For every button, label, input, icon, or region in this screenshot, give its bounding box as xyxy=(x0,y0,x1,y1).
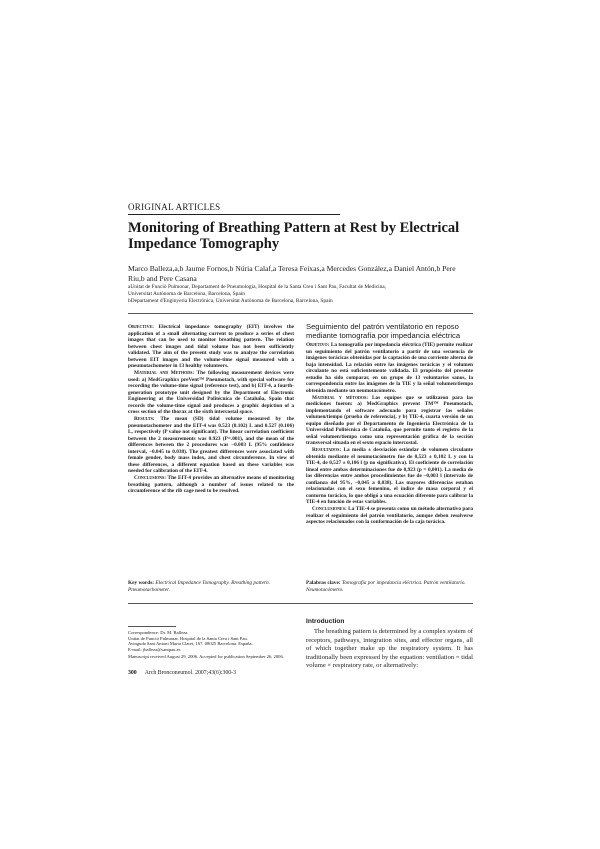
header-divider xyxy=(128,313,473,314)
page-number: 300 xyxy=(128,670,137,676)
affiliation-line: aUnitat de Funció Pulmonar, Departament de Pneumologia, Hospital de la Santa Creu i Sant Pau, Facultat de Medicina, xyxy=(128,284,387,290)
page-footer xyxy=(128,670,236,676)
affiliation-line: bDepartament d'Enginyeria Electrònica, Universitat Autònoma de Barcelona, Barcelona, Spain xyxy=(128,298,333,304)
keywords-spanish: Palabras clave: Tomografía por impedancia eléctrica. Patrón ventilatorio. Neumotacómetro. xyxy=(306,580,466,593)
spanish-title: Seguimiento del patrón ventilatorio en reposo mediante tomografía por impedancia eléctrica xyxy=(306,322,461,340)
correspondence-address: Correspondence: Dr. M. Balleza. Unitat de Funció Pulmonar. Hospital de la Santa Creu i Sant Pau. Avinguda Sant Antoni Maria Claret, 167. 08025 Barcelona. España. E-mail: jballeza@santpau.es xyxy=(128,630,253,652)
journal-citation: Arch Bronconeumol. 2007;43(6):300-3 xyxy=(144,670,236,676)
section-rule xyxy=(128,214,340,215)
abstract-results: Results: The mean (SD) tidal volume measured by the pneumotachometer and the EIT-4 was 0.523 (0.102) L and 0.527 (0.106) L, respectively (P value not significant). The linear correlation coefficient between the 2 measurements was 0.923 (P=.001), and the mean of the differences between the 2 procedures was −0.003 L (95% confidence interval, −0.045 to 0.038). The greatest differences were associated with female gender, body mass index, and chest circumference. In view of these differences, a different equation based on these variables was needed for calibration of the EIT-4. xyxy=(128,416,294,474)
introduction-text xyxy=(306,628,473,671)
manuscript-dates: Manuscript received August 29, 2006. Accepted for publication September 26, 2006. xyxy=(128,654,284,660)
abstract-divider xyxy=(128,603,473,604)
resumen-metodos: Material y métodos: Los equipos que se utilizaron para las mediciones fueron: a) MedGraphics prevent TM™ Pneumotach, implementando el software adecuado para registrar las señales volumen/tiempo (prueba de referencia), y b) TIE-4, cuarta versión de un equipo diseñado por el Departamento de Ingeniería Electrónica de la Universidad Politécnica de Cataluña, que permite tanto el registro de la señal volumen/tiempo como una representación gráfica de la sección transversal situada en el sexto espacio intercostal. xyxy=(306,394,474,446)
introduction-paragraph: The breathing pattern is determined by a complex system of receptors, pathways, integration sites, and effector organs, all of which together make up the respiratory system. It has traditionally been expressed by the equation: ventilation = tidal volume × respiratory rate, or alternatively: xyxy=(306,628,473,670)
resumen-objetivo: Objetivo: La tomografía por impedancia eléctrica (TIE) permite realizar un seguimiento del patrón ventilatorio a partir de una secuencia de imágenes torácicas obtenidas por la captación de una corriente alterna de baja intensidad. La relación entre las imágenes torácicas y el volumen circulante no está suficientemente validada. El propósito del presente estudio ha sido comparar, en un grupo de 13 voluntarios sanos, la correspondencia entre las imágenes de la TIE y la señal volumen/tiempo obtenida mediante un neumotacómetro. xyxy=(306,342,473,394)
affiliations xyxy=(128,284,468,305)
correspondence-rule xyxy=(128,626,176,627)
section-label: ORIGINAL ARTICLES xyxy=(128,202,221,212)
resumen-conclusiones: Conclusiones: La TIE-4 se presenta como un método alternativo para realizar el seguimiento del patrón ventilatorio, aunque deben resolverse aspectos relacionados con la conformación de la caja torácica. xyxy=(306,506,473,525)
abstract-objective: Objective: Electrical impedance tomography (EIT) involves the application of a small alternating current to produce a series of chest images that can be used to monitor breathing pattern. The relation between chest images and tidal volume has not been sufficiently validated. The aim of the present study was to analyze the correlation between EIT images and the volume-time signal measured with a pneumotachometer in 13 healthy volunteers. xyxy=(128,324,294,369)
correspondence-block xyxy=(128,630,288,662)
abstract-methods: Material and Methods: The following measurement devices were used: a) MedGraphics preVent™ Pneumotach, with special software for recording the volume-time signal (reference test), and b) EIT-4, a fourth-generation prototype unit designed by the Department of Electronic Engineering at the Universidad Politécnica de Cataluña, Spain that records the volume-time signal and produces a graphic depiction of a cross section of the thorax at the sixth intercostal space. xyxy=(128,370,295,415)
introduction-heading: Introduction xyxy=(306,618,345,625)
resumen-resultados: Resultados: La media ± desviación estándar de volumen circulante obtenida mediante el neumotacómetro fue de 0,523 ± 0,102 L y con la TIE-4, de 0,527 ± 0,106 l (p no significativa). El coeficiente de correlación lineal entre ambas determinaciones fue de 0,923 (p = 0,001). La media de las diferencias entre ambos procedimientos fue de –0,003 l (intervalo de confianza del 95%, –0,045 a 0,038). Las mayores diferencias estaban relacionadas con el sexo femenino, el índice de masa corporal y el contorno torácico, lo que obligó a una ecuación diferente para calibrar la TIE-4 en función de estas variables. xyxy=(306,447,473,505)
abstract-conclusions: Conclusions: The EIT-4 provides an alternative means of monitoring breathing pattern, although a number of issues related to the circumference of the rib cage need to be resolved. xyxy=(128,475,294,494)
keywords-english: Key words: Electrical Impedance Tomography. Breathing pattern. Pneumotachometer. xyxy=(128,580,271,593)
abstract-english xyxy=(128,324,294,495)
abstract-spanish xyxy=(306,342,473,526)
affiliation-line: Universitat Autònoma de Barcelona, Barcelona, Spain xyxy=(128,291,245,297)
article-title: Monitoring of Breathing Pattern at Rest by Electrical Impedance Tomography xyxy=(128,220,460,252)
author-list: Marco Balleza,a,b Jaume Fornos,b Núria Calaf,a Teresa Feixas,a Mercedes González,a Daniel Antón,b Pere Riu,b and Pere Casana xyxy=(128,264,456,283)
